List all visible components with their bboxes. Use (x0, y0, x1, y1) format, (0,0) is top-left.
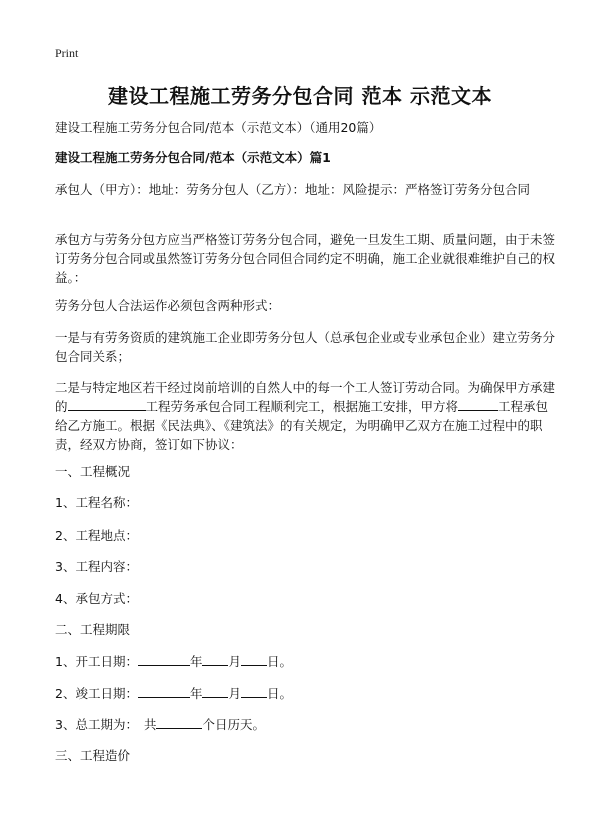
total-duration-item (55, 715, 555, 734)
end-month-unit: 月 (228, 686, 241, 701)
start-month-blank[interactable] (202, 653, 228, 666)
print-label: Print (55, 46, 79, 60)
project-location-item: 2、工程地点： (55, 528, 138, 543)
section-2-heading: 二、工程期限 (55, 622, 131, 637)
paragraph-4-part2: 工程劳务承包合同工程顺利完工，根据施工安排，甲方将 (145, 399, 459, 414)
total-duration-suffix: 个日历天。 (202, 717, 265, 732)
contract-method-item: 4、承包方式： (55, 591, 138, 606)
end-day-blank[interactable] (241, 685, 267, 698)
start-year-blank[interactable] (138, 653, 190, 666)
document-subtitle: 建设工程施工劳务分包合同/范本（示范文本）（通用20篇） (55, 120, 382, 135)
project-name-blank[interactable] (68, 398, 146, 411)
total-duration-label: 3、总工期为： (55, 717, 138, 732)
end-year-blank[interactable] (138, 685, 190, 698)
section-heading: 建设工程施工劳务分包合同/范本（示范文本）篇1 (55, 150, 331, 165)
end-year-unit: 年 (189, 686, 203, 701)
start-month-unit: 月 (228, 654, 241, 669)
section-1-heading: 一、工程概况 (55, 464, 131, 479)
start-year-unit: 年 (189, 654, 203, 669)
intro-paragraph: 承包人（甲方）：地址：劳务分包人（乙方）：地址：风险提示：严格签订劳务分包合同 (55, 182, 531, 197)
start-date-label: 1、开工日期： (55, 654, 138, 669)
paragraph-4-part1: 二是与特定地区若干经过岗前培训的自然人中的每一个工人签订劳动合同。为确保甲方承建的 (55, 380, 556, 414)
paragraph-4-part3: 工程承包给乙方施工。根据《民法典》、《建筑法》的有关规定，为明确甲乙双方在施工过程中的职责，经双方协商，签订如下协议： (55, 399, 549, 452)
start-day-unit: 日。 (267, 654, 293, 669)
total-duration-prefix: 共 (143, 717, 157, 732)
end-day-unit: 日。 (267, 686, 293, 701)
end-month-blank[interactable] (202, 685, 228, 698)
paragraph-3: 一是与有劳务资质的建筑施工企业即劳务分包人（总承包企业或专业承包企业）建立劳务分包合同关系； (55, 330, 556, 364)
end-date-label: 2、竣工日期： (55, 686, 138, 701)
section-3-heading: 三、工程造价 (55, 748, 131, 763)
document-title: 建设工程施工劳务分包合同 范本 示范文本 (108, 84, 492, 108)
project-name-item: 1、工程名称： (55, 495, 138, 510)
paragraph-1: 承包方与劳务分包方应当严格签订劳务分包合同，避免一旦发生工期、质量问题，由于未签订劳务分包合同或虽然签订劳务分包合同但合同约定不明确，施工企业就很难维护自己的权益。： (55, 232, 556, 285)
paragraph-4 (55, 378, 555, 454)
start-date-item (55, 652, 555, 671)
end-date-item (55, 684, 555, 703)
start-day-blank[interactable] (241, 653, 267, 666)
work-scope-blank[interactable] (458, 398, 498, 411)
total-days-blank[interactable] (156, 716, 202, 729)
project-content-item: 3、工程内容： (55, 559, 138, 574)
paragraph-2: 劳务分包人合法运作必须包含两种形式： (55, 298, 281, 313)
